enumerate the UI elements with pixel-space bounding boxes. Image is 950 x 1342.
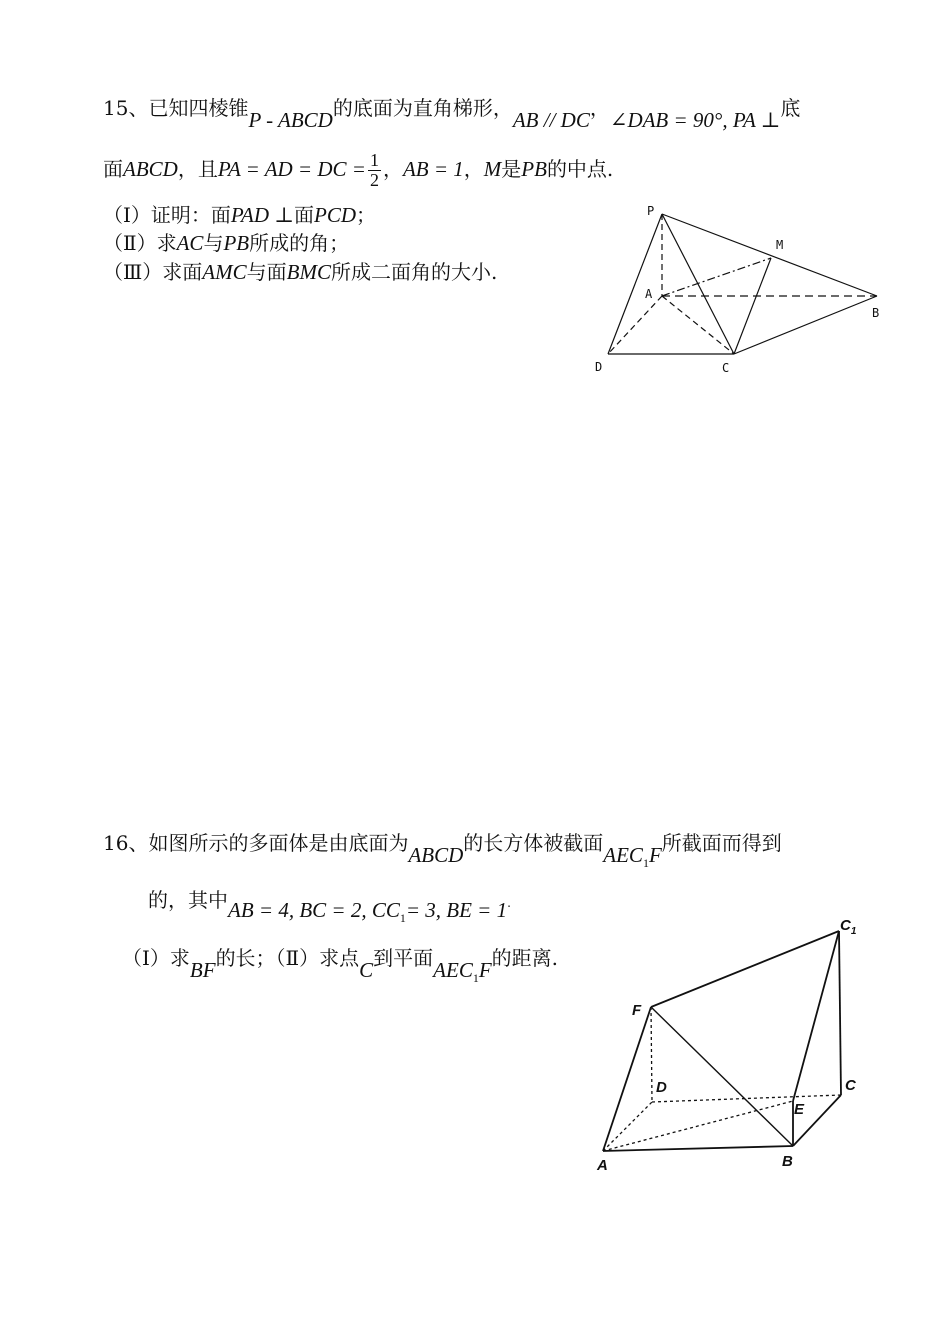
math-subscript: 1 xyxy=(399,911,406,926)
q15-pyramid-figure xyxy=(608,214,880,354)
edge-EC1 xyxy=(793,931,839,1101)
q16-text: 的长；（Ⅱ）求点 xyxy=(215,946,360,970)
label-A: A xyxy=(597,1157,608,1174)
math-part: F xyxy=(478,958,492,982)
q15-text: 底 xyxy=(780,96,801,120)
label-B: B xyxy=(782,1153,793,1170)
edge-AB xyxy=(603,1146,793,1151)
q15-math-ac: AC xyxy=(176,231,204,255)
math-subscript: 1 xyxy=(642,856,649,871)
q15-math-pb: PB xyxy=(521,156,547,181)
label-A: A xyxy=(645,287,653,301)
q16-text: 所截面而得到 xyxy=(661,831,782,855)
q15-number-text: 15、已知四棱锥 xyxy=(103,96,249,120)
q15-text: ， xyxy=(382,156,403,181)
q15-math-pcd: PCD xyxy=(314,203,357,227)
q16-text: 的距离. xyxy=(491,946,559,970)
q15-math-pyramid: P - ABCD xyxy=(248,108,333,132)
q15-part-2-text: （Ⅱ）求 xyxy=(103,231,177,255)
q15-part-2-text: 所成的角； xyxy=(249,231,350,255)
edge-CM xyxy=(734,258,771,354)
q16-polyhedron-figure xyxy=(603,931,841,1151)
q15-math-bmc: BMC xyxy=(286,260,331,284)
label-C1-subscript: 1 xyxy=(850,926,857,937)
q16-text: 到平面 xyxy=(373,946,434,970)
label-C: C xyxy=(845,1077,856,1094)
q15-math-angle: ∠DAB = 90°, PA ⊥ xyxy=(609,108,781,132)
q15-text: ，且 xyxy=(177,156,218,181)
q15-math-base: ABCD xyxy=(123,156,178,181)
label-F: F xyxy=(632,1002,642,1019)
q15-math-amc: AMC xyxy=(202,260,247,284)
edge-FC1 xyxy=(651,931,839,1007)
q15-part-3-text: 与面 xyxy=(246,260,287,284)
edge-PC xyxy=(662,214,734,354)
edge-CB xyxy=(734,296,880,354)
q15-part-1-text: （Ⅰ）证明：面 xyxy=(103,203,231,227)
q15-text: ， xyxy=(463,156,484,181)
q15-math-parallel: AB // DC xyxy=(512,108,590,132)
q15-math-lengths: PA = AD = DC = xyxy=(217,156,366,181)
label-D: D xyxy=(595,360,603,374)
edge-PD xyxy=(608,214,662,354)
math-part: = 3, BE = 1 xyxy=(405,898,508,922)
q15-part-3-text: 所成二面角的大小. xyxy=(330,260,498,284)
edge-AD xyxy=(608,296,662,354)
q15-text: 面 xyxy=(103,156,123,181)
math-subscript: 1 xyxy=(472,971,479,986)
q16-math-c: C xyxy=(359,958,374,982)
label-E: E xyxy=(794,1101,805,1118)
q16-text: （Ⅰ）求 xyxy=(122,946,190,970)
label-C1 xyxy=(840,917,857,937)
label-B: B xyxy=(872,306,880,320)
edge-PB xyxy=(662,214,877,296)
q15-part-1-text: ； xyxy=(356,203,377,227)
math-part: F xyxy=(648,843,662,867)
edge-FA xyxy=(603,1007,651,1151)
math-part: AB = 4, BC = 2, CC xyxy=(228,898,400,922)
label-C: C xyxy=(722,361,730,375)
label-C1-letter: C xyxy=(840,917,851,934)
label-M: M xyxy=(776,238,784,252)
q15-part-2-text: 与 xyxy=(203,231,224,255)
q16-math-abcd: ABCD xyxy=(408,843,464,867)
label-D: D xyxy=(656,1079,667,1096)
q15-text: ， xyxy=(589,96,610,120)
q16-number-text: 16、如图所示的多面体是由底面为 xyxy=(103,831,409,855)
label-P: P xyxy=(647,204,655,218)
q16-text: 的长方体被截面 xyxy=(463,831,604,855)
q15-part-3-text: （Ⅲ）求面 xyxy=(103,260,203,284)
edge-CC1 xyxy=(839,931,841,1095)
math-part: AEC xyxy=(603,843,643,867)
q15-math-m: M xyxy=(483,156,502,181)
edge-AE xyxy=(603,1101,793,1151)
q15-math-pb2: PB xyxy=(223,231,250,255)
q16-text: . xyxy=(507,896,511,910)
q15-math-ab: AB = 1 xyxy=(402,156,464,181)
edge-FD xyxy=(651,1007,652,1102)
math-part: AEC xyxy=(433,958,473,982)
fraction-denominator: 2 xyxy=(369,169,379,190)
q16-text: 的，其中 xyxy=(148,888,228,912)
q15-math-pad: PAD ⊥ xyxy=(230,203,295,227)
edge-AC xyxy=(662,296,734,354)
edge-FB xyxy=(651,1007,793,1146)
q15-text: 的底面为直角梯形， xyxy=(332,96,513,120)
q15-text: 的中点. xyxy=(546,156,614,181)
q15-text: 是 xyxy=(501,156,522,181)
q15-part-1-text: 面 xyxy=(294,203,315,227)
q16-math-bf: BF xyxy=(189,958,216,982)
fraction-numerator: 1 xyxy=(369,150,379,170)
edge-AM xyxy=(662,258,771,296)
